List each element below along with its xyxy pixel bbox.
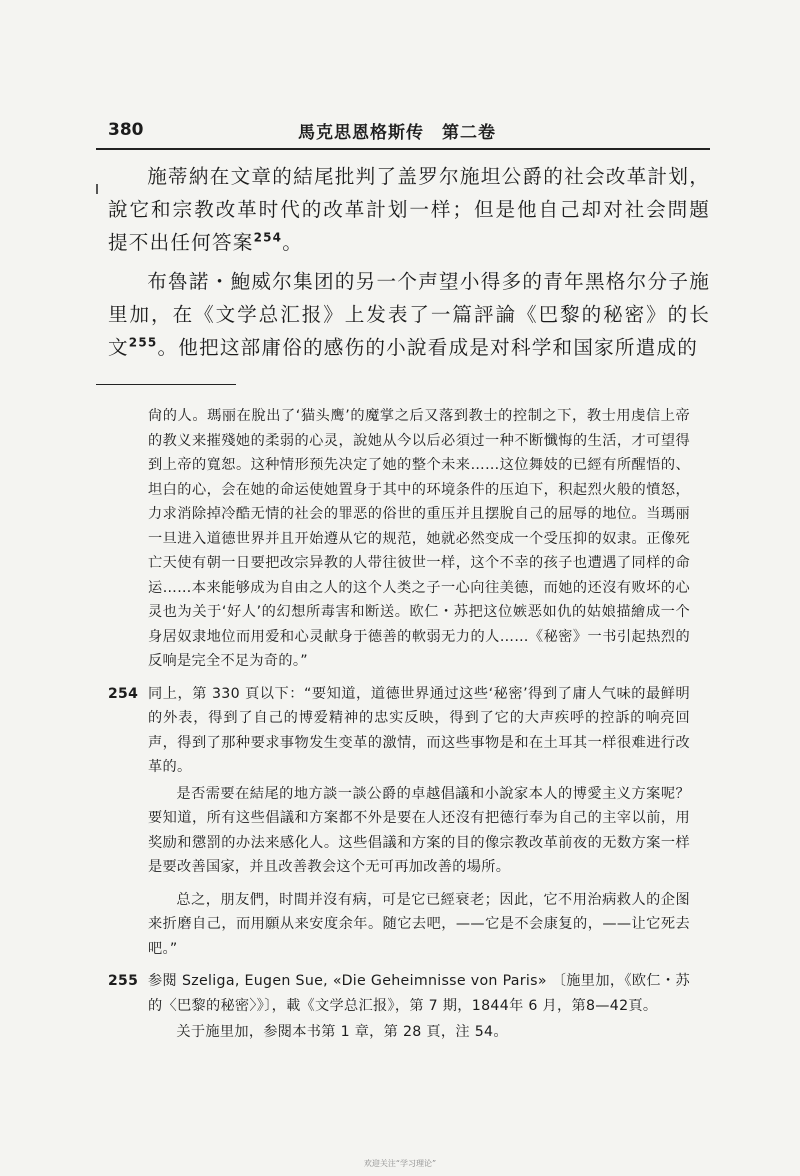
margin-mark	[96, 184, 98, 194]
paragraph-1-end: 。	[282, 231, 304, 254]
paragraph-1	[108, 160, 710, 259]
footnote-254-paragraph-3: 总之，朋友們，时間并沒有病，可是它已經衰老；因此，它不用治病救人的企图来折磨自己，而用願从来安度余年。随它去吧，——它是不会康复的，——让它死去吧。”	[148, 891, 690, 957]
watermark: 欢迎关注“学习理论”	[363, 1159, 437, 1168]
header-rule	[96, 148, 710, 150]
paragraph-2-end: 。他把这部庸俗的感伤的小說看成是对科学和国家所遣成的	[157, 336, 699, 359]
footnote-254	[108, 682, 690, 780]
footnote-rule	[96, 384, 236, 385]
paragraph-1-text: 施蒂納在文章的結尾批判了盖罗尔施坦公爵的社会改革計划，說它和宗教改革时代的改革計划一样；但是他自己却对社会問題提不出任何答案	[108, 165, 710, 254]
footnotes	[108, 404, 690, 1053]
footnote-254-paragraph-2: 是否需要在結尾的地方談一談公爵的卓越倡議和小說家本人的博愛主义方案呢？要知道，所有这些倡議和方案都不外是要在人还沒有把德行奉为自己的主宰以前，用奖励和懲罰的办法来感化人。这些倡議和方案的目的像宗教改革前夜的无数方案一样是要改善国家，并且改善教会这个无可再加改善的場所。	[148, 785, 690, 875]
footnote-continuation: 尙的人。瑪丽在脫出了‘猫头鹰’的魔掌之后又落到教士的控制之下，教士用虔信上帝的教义来摧殘她的柔弱的心灵，說她从今以后必須过一种不断懺悔的生活，才可望得到上帝的寬恕。这种情形预先决定了她的整个未来……这位舞妓的已經有所醒悟的、坦白的心，会在她的命运使她置身于其中的环境条件的压迫下，积起烈火般的憤怒，力求消除掉冷酷无情的社会的罪恶的俗世的重压并且摆脫自己的屈辱的地位。当瑪丽一旦进入道德世界并且开始遵从它的规范，她就必然变成一个受压抑的奴隶。正像死亡天使有朝一日要把改宗异教的人带往彼世一样，这个不幸的孩子也遭遇了同样的命运……本来能够成为自由之人的这个人类之子一心向往美德，而她的还沒有败坏的心灵也为关于‘好人’的幻想所毒害和断送。欧仁・苏把这位嫉恶如仇的姑娘描繪成一个身居奴隶地位而用爱和心灵献身于德善的軟弱无力的人……《秘密》一书引起热烈的反响是完全不足为奇的。”	[148, 408, 690, 669]
page-header	[108, 118, 710, 146]
footnote-255-text: 参閱 Szeliga, Eugen Sue, «Die Geheimnisse von Paris» 〔施里加，《欧仁・苏的〈巴黎的秘密〉》〕，載《文学总汇报》，第 7 期，1844年 6 月，第8—42頁。	[148, 973, 690, 1014]
footnote-ref-254[interactable]: 254	[253, 230, 283, 245]
main-text	[108, 160, 710, 370]
footnote-254-text: 同上，第 330 頁以下：“要知道，道德世界通过这些‘秘密’得到了庸人气味的最鲜明的外表，得到了自己的博爱精神的忠实反映，得到了它的大声疾呼的控訴的响亮回声，得到了那种要求事物发生变革的激情，而这些事物是和在土耳其一样很难进行改革的。	[148, 685, 690, 775]
running-head: 馬克思恩格斯传 第二卷	[298, 123, 496, 143]
page-number: 380	[108, 120, 144, 140]
paragraph-2	[108, 265, 710, 364]
footnote-255-number: 255	[108, 973, 139, 989]
footnote-255	[108, 969, 690, 1018]
footnote-255-paragraph-2: 关于施里加，参閱本书第 1 章，第 28 頁，注 54。	[176, 1024, 508, 1040]
footnote-254-number: 254	[108, 685, 139, 702]
footnote-ref-255[interactable]: 255	[128, 335, 158, 350]
paragraph-2-text: 布魯諾・鮑威尔集团的另一个声望小得多的青年黑格尔分子施里加，在《文学总汇报》上发表了一篇評論《巴黎的秘密》的长文	[108, 270, 710, 359]
